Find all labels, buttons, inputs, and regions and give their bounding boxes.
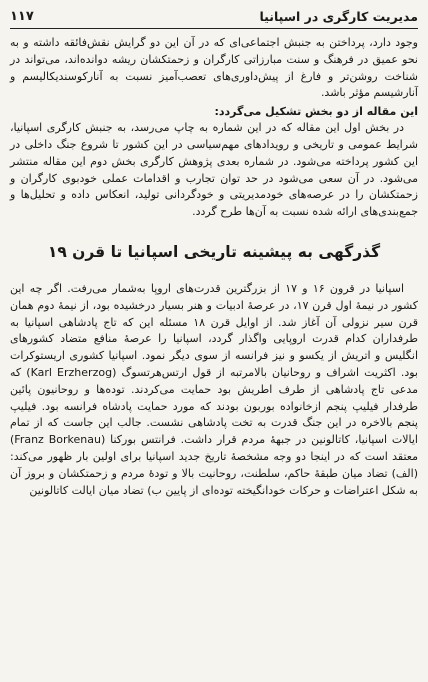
overview-paragraph: در بخش اول این مقاله که در این شماره به چاپ می‌رسد، به جنبش کارگری اسپانیا، شرایط عمومی و تاریخی و رویدادهای مهم‌سیاسی در این کشور تا شروع جنگ داخلی در این کشور پرداخته می‌شود. در شماره بعدی پژوهش کارگری بخش دوم این مقاله منتشر می‌شود. در آن سعی می‌شود در حد توان تجارب و اقدامات عملی خودبوی کارگران و زحمتکشان را در عرصه‌های خودمدیریتی و خودگردانی تولید، انعکاس داده و تحلیل‌ها و جمع‌بندی‌های ارائه شده نسبت به آن‌ها طرح گردد. [10,121,418,219]
page-header [10,6,418,29]
history-paragraph: اسپانیا در قرون ۱۶ و ۱۷ از بزرگترین قدرت‌های اروپا به‌شمار می‌رفت. اگر چه این کشور در نیمهٔ اول قرن ۱۷، در عرصهٔ ادبیات و هنر بسیار درخشیده بود، از نیمهٔ دوم همان قرن سیر نزولی آن آغاز شد. از اوایل قرن ۱۸ مسئله این که تاج پادشاهی اسپانیا به طرفداران کدام قدرت اروپایی واگذار گردد، اسپانیا را عرصهٔ منافع متضاد کشورهای انگلیس و اتریش از یکسو و نیز فرانسه از سوی دیگر نمود. اسپانیا کشوری اریستوکرات بود. اکثریت اشراف و روحانیان بالامرتبه از قول ارتس‌هرتسوگ (Karl Erzherzog) که مدعی تاج پادشاهی از طرف اطریش بود حمایت می‌کردند. توده‌ها و روحانیون پائین طرفدار فیلیپ پنجم ازخانواده بوربون بودند که مورد حمایت پادشاه فرانسه بود. فیلیپ پنجم بالاخره در این جنگ قدرت به تخت پادشاهی نشست. جالب این جاست که از تمام ایالات اسپانیا، کاتالونین در جبههٔ مردم قرار داشت. فرانتس بورکنا (Franz Borkenau) معتقد است که در اینجا دو وجه مشخصهٔ تاریخ جدید اسپانیا برای اولین بار ظهور می‌کند: (الف) تضاد میان طبقهٔ حاکم، سلطنت، روحانیت بالا و تودهٔ مردم و زحمتکشان و بروز آن به شکل اعتراضات و حرکات خودانگیخته توده‌ای از پایین ب) تضاد میان ایالت کاتالونین [10,281,418,497]
body-text [10,35,418,499]
intro-paragraph: وجود دارد، پرداختن به جنبش اجتماعی‌ای که در آن این دو گرایش نقش‌فائقه داشته و به نحو عمیق در فرهنگ و سنت مبارزاتی کارگران و زحمتکشان ریشه دوانده‌اند، می‌تواند در شناخت روشن‌تر و فارغ از پیش‌داوری‌های تعصب‌آمیز نسبت به آنارکوسندیکالیسم و آنارشیسم مؤثر باشد. [10,36,418,100]
running-title: مدیریت کارگری در اسپانیا [259,8,418,24]
section-heading: گذرگهی به پیشینه تاریخی اسپانیا تا قرن ۱۹ [47,242,381,261]
page-number: ۱۱۷ [10,8,34,24]
section-subtitle: این مقاله از دو بخش تشکیل می‌گردد: [214,105,418,119]
